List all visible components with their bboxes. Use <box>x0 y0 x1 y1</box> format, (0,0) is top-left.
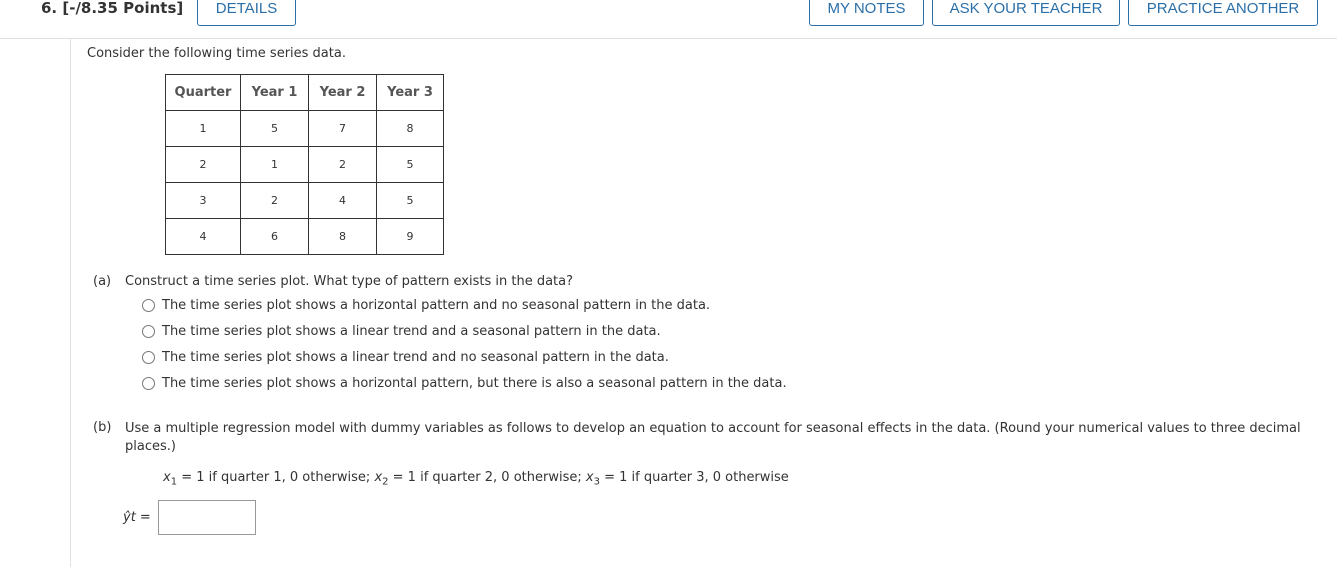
intro-text: Consider the following time series data. <box>87 46 346 61</box>
answer-input[interactable] <box>158 500 256 535</box>
dummy-text: = 1 if quarter 1, 0 otherwise; <box>177 470 375 485</box>
table-row <box>166 147 444 183</box>
column-header: Year 3 <box>377 75 444 111</box>
option-label: The time series plot shows a linear trend and no seasonal pattern in the data. <box>162 350 669 365</box>
table-cell: 5 <box>241 111 309 147</box>
dummy-variable-definitions <box>163 470 789 488</box>
table-row <box>166 219 444 255</box>
part-a-question: Construct a time series plot. What type of pattern exists in the data? <box>125 274 574 289</box>
table-row <box>166 183 444 219</box>
column-header: Quarter <box>166 75 241 111</box>
subscript: 2 <box>382 476 389 488</box>
radio-button[interactable] <box>142 299 155 312</box>
my-notes-button[interactable]: MY NOTES <box>809 0 924 26</box>
table-cell: 9 <box>377 219 444 255</box>
dummy-text: = 1 if quarter 2, 0 otherwise; <box>388 470 586 485</box>
question-body <box>70 38 1337 567</box>
practice-another-button[interactable]: PRACTICE ANOTHER <box>1128 0 1318 26</box>
table-cell: 7 <box>309 111 377 147</box>
table-cell: 5 <box>377 147 444 183</box>
part-b-question: Use a multiple regression model with dummy variables as follows to develop an equation to account for seasonal effects in the data. (Round your numerical values to three decimal places.) <box>125 421 1301 454</box>
table-cell: 3 <box>166 183 241 219</box>
details-button[interactable]: DETAILS <box>197 0 296 26</box>
table-cell: 1 <box>241 147 309 183</box>
table-cell: 4 <box>166 219 241 255</box>
variable-x: x <box>163 470 171 485</box>
variable-x: x <box>585 470 594 485</box>
part-a-label: (a) <box>93 274 112 289</box>
radio-button[interactable] <box>142 325 155 338</box>
table-cell: 1 <box>166 111 241 147</box>
yhat-label: ŷt = <box>123 510 151 525</box>
question-header <box>0 0 1337 39</box>
table-cell: 2 <box>166 147 241 183</box>
dummy-text: = 1 if quarter 3, 0 otherwise <box>599 470 789 485</box>
table-cell: 6 <box>241 219 309 255</box>
table-cell: 4 <box>309 183 377 219</box>
column-header: Year 2 <box>309 75 377 111</box>
table-cell: 2 <box>309 147 377 183</box>
option-label: The time series plot shows a horizontal pattern, but there is also a seasonal pattern in the data. <box>162 376 787 391</box>
question-number: 6. [-/8.35 Points] <box>41 0 184 17</box>
option-label: The time series plot shows a horizontal pattern and no seasonal pattern in the data. <box>162 298 711 313</box>
table-cell: 8 <box>377 111 444 147</box>
option-label: The time series plot shows a linear trend and a seasonal pattern in the data. <box>162 324 661 339</box>
time-series-table <box>165 74 444 255</box>
subscript: 1 <box>170 476 178 488</box>
variable-x: x <box>374 470 383 485</box>
radio-button[interactable] <box>142 351 155 364</box>
table-cell: 8 <box>309 219 377 255</box>
table-cell: 2 <box>241 183 309 219</box>
table-cell: 5 <box>377 183 444 219</box>
subscript: 3 <box>593 476 600 488</box>
ask-your-teacher-button[interactable]: ASK YOUR TEACHER <box>932 0 1120 26</box>
table-header-row <box>166 75 444 111</box>
table-row <box>166 111 444 147</box>
radio-button[interactable] <box>142 377 155 390</box>
part-b-label: (b) <box>93 420 112 435</box>
column-header: Year 1 <box>241 75 309 111</box>
